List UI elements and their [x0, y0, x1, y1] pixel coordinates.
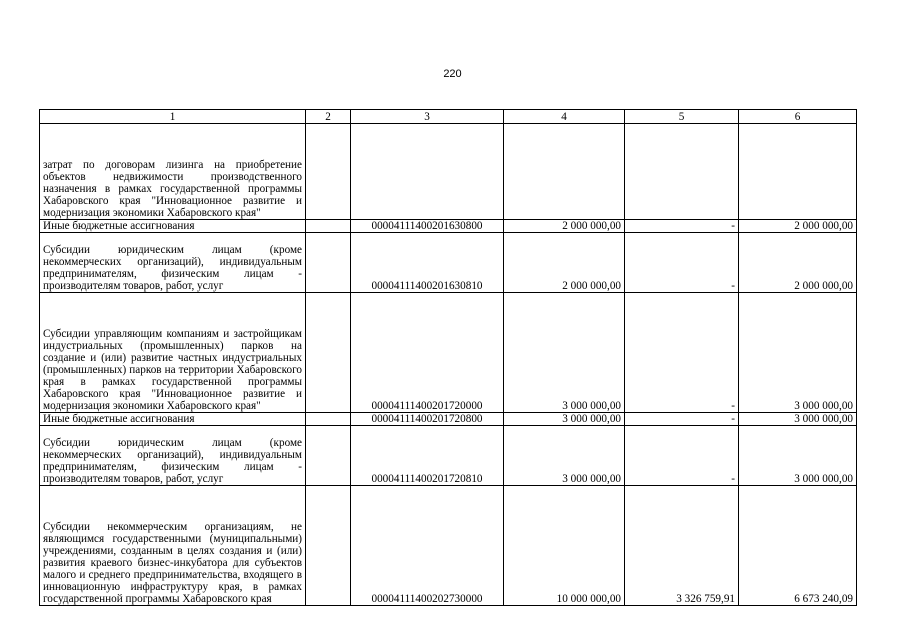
table-row — [40, 220, 857, 233]
row-col2 — [306, 220, 351, 233]
row-value-4: 3 000 000,00 — [504, 413, 625, 426]
row-value-6: 3 000 000,00 — [739, 426, 857, 486]
row-value-5: - — [625, 413, 739, 426]
row-value-5: 3 326 759,91 — [625, 486, 739, 606]
row-value-4: 3 000 000,00 — [504, 293, 625, 413]
row-code — [351, 124, 504, 220]
table-header-row — [40, 110, 857, 124]
row-col2 — [306, 233, 351, 293]
row-value-6: 2 000 000,00 — [739, 233, 857, 293]
table-row — [40, 486, 857, 606]
row-value-4: 2 000 000,00 — [504, 220, 625, 233]
column-header-5: 5 — [625, 110, 739, 124]
row-description: Субсидии юридическим лицам (кроме некоммерческих организаций), индивидуальным предпринимателям, физическим лицам - производителям товаров, работ, услуг — [40, 233, 306, 293]
row-value-5 — [625, 124, 739, 220]
row-value-5: - — [625, 426, 739, 486]
budget-table — [39, 109, 857, 606]
row-code: 00004111400201630810 — [351, 233, 504, 293]
row-value-4: 3 000 000,00 — [504, 426, 625, 486]
row-value-5: - — [625, 220, 739, 233]
row-value-5: - — [625, 233, 739, 293]
row-code: 00004111400201720810 — [351, 426, 504, 486]
row-value-6: 6 673 240,09 — [739, 486, 857, 606]
row-code: 00004111400202730000 — [351, 486, 504, 606]
column-header-4: 4 — [504, 110, 625, 124]
row-description: Иные бюджетные ассигнования — [40, 413, 306, 426]
row-value-6: 2 000 000,00 — [739, 220, 857, 233]
row-code: 00004111400201720800 — [351, 413, 504, 426]
row-description: Иные бюджетные ассигнования — [40, 220, 306, 233]
row-col2 — [306, 413, 351, 426]
column-header-1: 1 — [40, 110, 306, 124]
row-value-4: 2 000 000,00 — [504, 233, 625, 293]
table-row — [40, 426, 857, 486]
row-value-4 — [504, 124, 625, 220]
table-row — [40, 413, 857, 426]
row-description: Субсидии юридическим лицам (кроме некоммерческих организаций), индивидуальным предпринимателям, физическим лицам - производителям товаров, работ, услуг — [40, 426, 306, 486]
table-row — [40, 293, 857, 413]
row-description: Субсидии управляющим компаниям и застройщикам индустриальных (промышленных) парков на создание и (или) развитие частных индустриальных (промышленных) парков на территории Хабаровского края в рамках государственной программы Хабаровского края "Инновационное развитие и модернизация экономики Хабаровского края" — [40, 293, 306, 413]
column-header-3: 3 — [351, 110, 504, 124]
row-col2 — [306, 426, 351, 486]
row-code: 00004111400201630800 — [351, 220, 504, 233]
page-number: 220 — [443, 68, 462, 80]
row-value-6: 3 000 000,00 — [739, 293, 857, 413]
row-code: 00004111400201720000 — [351, 293, 504, 413]
row-value-6 — [739, 124, 857, 220]
row-col2 — [306, 486, 351, 606]
row-description: затрат по договорам лизинга на приобретение объектов недвижимости производственного назначения в рамках государственной программы Хабаровского края "Инновационное развитие и модернизация экономики Хабаровского края" — [40, 124, 306, 220]
table-row — [40, 124, 857, 220]
column-header-2: 2 — [306, 110, 351, 124]
row-value-6: 3 000 000,00 — [739, 413, 857, 426]
row-col2 — [306, 124, 351, 220]
table-row — [40, 233, 857, 293]
row-value-5: - — [625, 293, 739, 413]
row-description: Субсидии некоммерческим организациям, не являющимся государственными (муниципальными) учреждениями, созданным в целях создания и (или) развития краевого бизнес-инкубатора для субъектов малого и среднего предпринимательства, входящего в инновационную инфраструктуру края, в рамках государственной программы Хабаровского края — [40, 486, 306, 606]
column-header-6: 6 — [739, 110, 857, 124]
row-col2 — [306, 293, 351, 413]
row-value-4: 10 000 000,00 — [504, 486, 625, 606]
